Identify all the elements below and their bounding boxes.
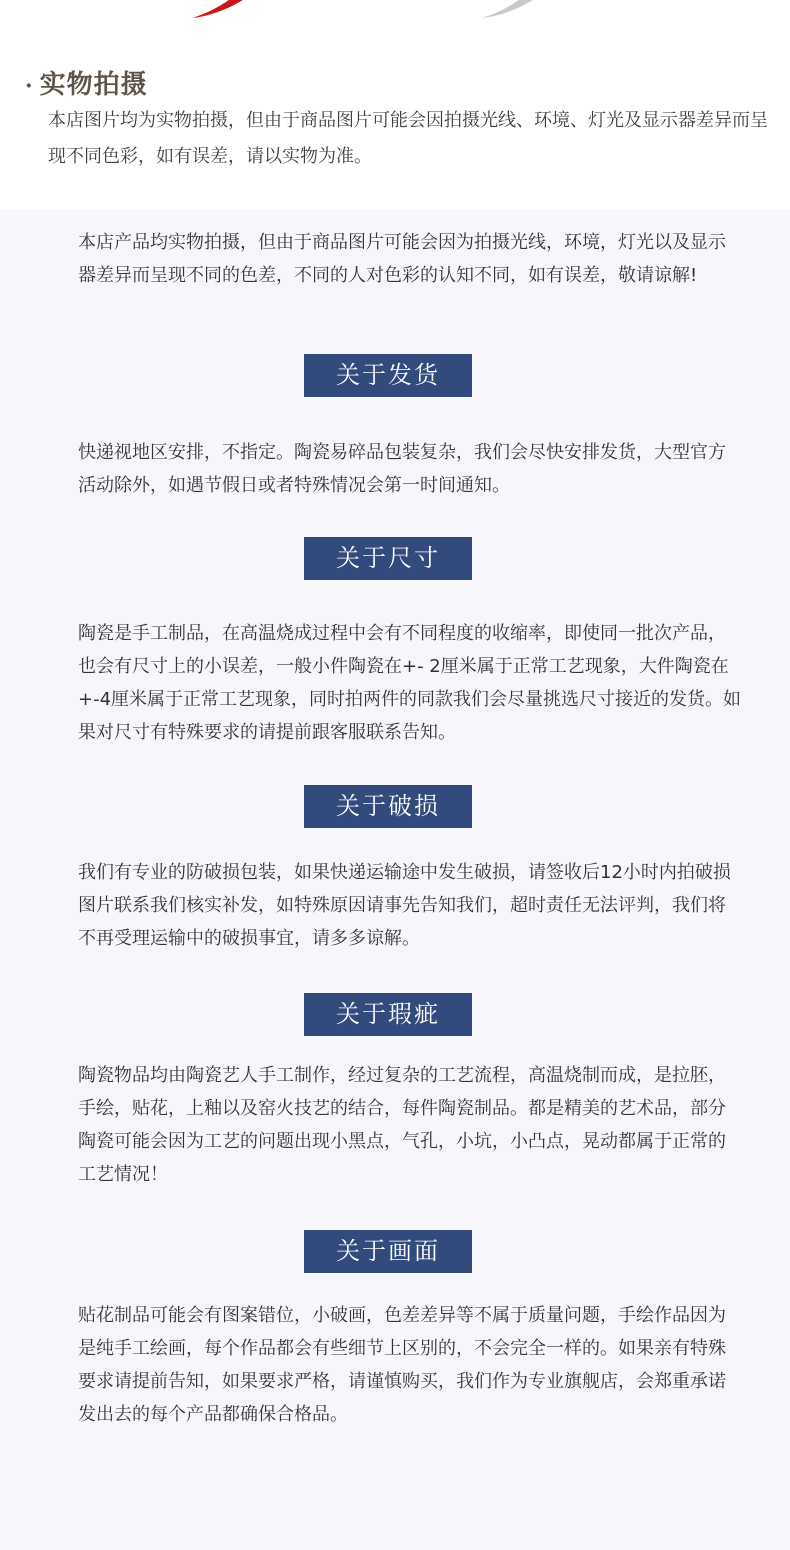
shipping-paragraph: 快递视地区安排，不指定。陶瓷易碎品包装复杂，我们会尽快安排发货，大型官方活动除外，如遇节假日或者特殊情况会第一时间通知。: [78, 442, 726, 496]
heading-size: 关于尺寸: [304, 537, 472, 580]
heading-shipping: 关于发货: [304, 354, 472, 397]
pattern-paragraph: 贴花制品可能会有图案错位，小破画，色差差异等不属于质量问题，手绘作品因为是纯手工绘画，每个作品都会有些细节上区别的，不会完全一样的。如果亲有特殊要求请提前告知，如果要求严格，请谨慎购买，我们作为专业旗舰店，会郑重承诺发出去的每个产品都确保合格品。: [78, 1305, 726, 1425]
damage-paragraph: 我们有专业的防破损包装，如果快递运输途中发生破损，请签收后12小时内拍破损图片联系我们核实补发，如特殊原因请事先告知我们，超时责任无法评判，我们将不再受理运输中的破损事宜，请多多谅解。: [78, 862, 731, 949]
heading-flaws: 关于瑕疵: [304, 993, 472, 1036]
red-swoosh-decoration: [190, 0, 260, 20]
size-paragraph: 陶瓷是手工制品，在高温烧成过程中会有不同程度的收缩率，即使同一批次产品，也会有尺寸上的小误差，一般小件陶瓷在+- 2厘米属于正常工艺现象，大件陶瓷在+-4厘米属于正常工艺现象，同时拍两件的同款我们会尽量挑选尺寸接近的发货。如果对尺寸有特殊要求的请提前跟客服联系告知。: [78, 623, 742, 743]
heading-pattern: 关于画面: [304, 1230, 472, 1273]
banner-title: [25, 64, 148, 101]
intro-paragraph: 本店产品均实物拍摄，但由于商品图片可能会因为拍摄光线，环境，灯光以及显示器差异而呈现不同的色差，不同的人对色彩的认知不同，如有误差，敬请谅解!: [78, 232, 726, 286]
banner-title-text: 实物拍摄: [39, 70, 148, 100]
heading-damage: 关于破损: [304, 785, 472, 828]
bullet-dot: ·: [25, 73, 34, 99]
banner-text: 本店图片均为实物拍摄，但由于商品图片可能会因拍摄光线、环境、灯光及显示器差异而呈现不同色彩，如有误差，请以实物为准。: [48, 110, 768, 167]
photo-notice-banner: [0, 0, 790, 210]
flaws-paragraph: 陶瓷物品均由陶瓷艺人手工制作，经过复杂的工艺流程，高温烧制而成，是拉胚，手绘，贴花，上釉以及窑火技艺的结合，每件陶瓷制品。都是精美的艺术品，部分陶瓷可能会因为工艺的问题出现小黑点，气孔，小坑，小凸点，晃动都属于正常的工艺情况！: [78, 1065, 726, 1185]
grey-swoosh-decoration: [480, 0, 550, 20]
